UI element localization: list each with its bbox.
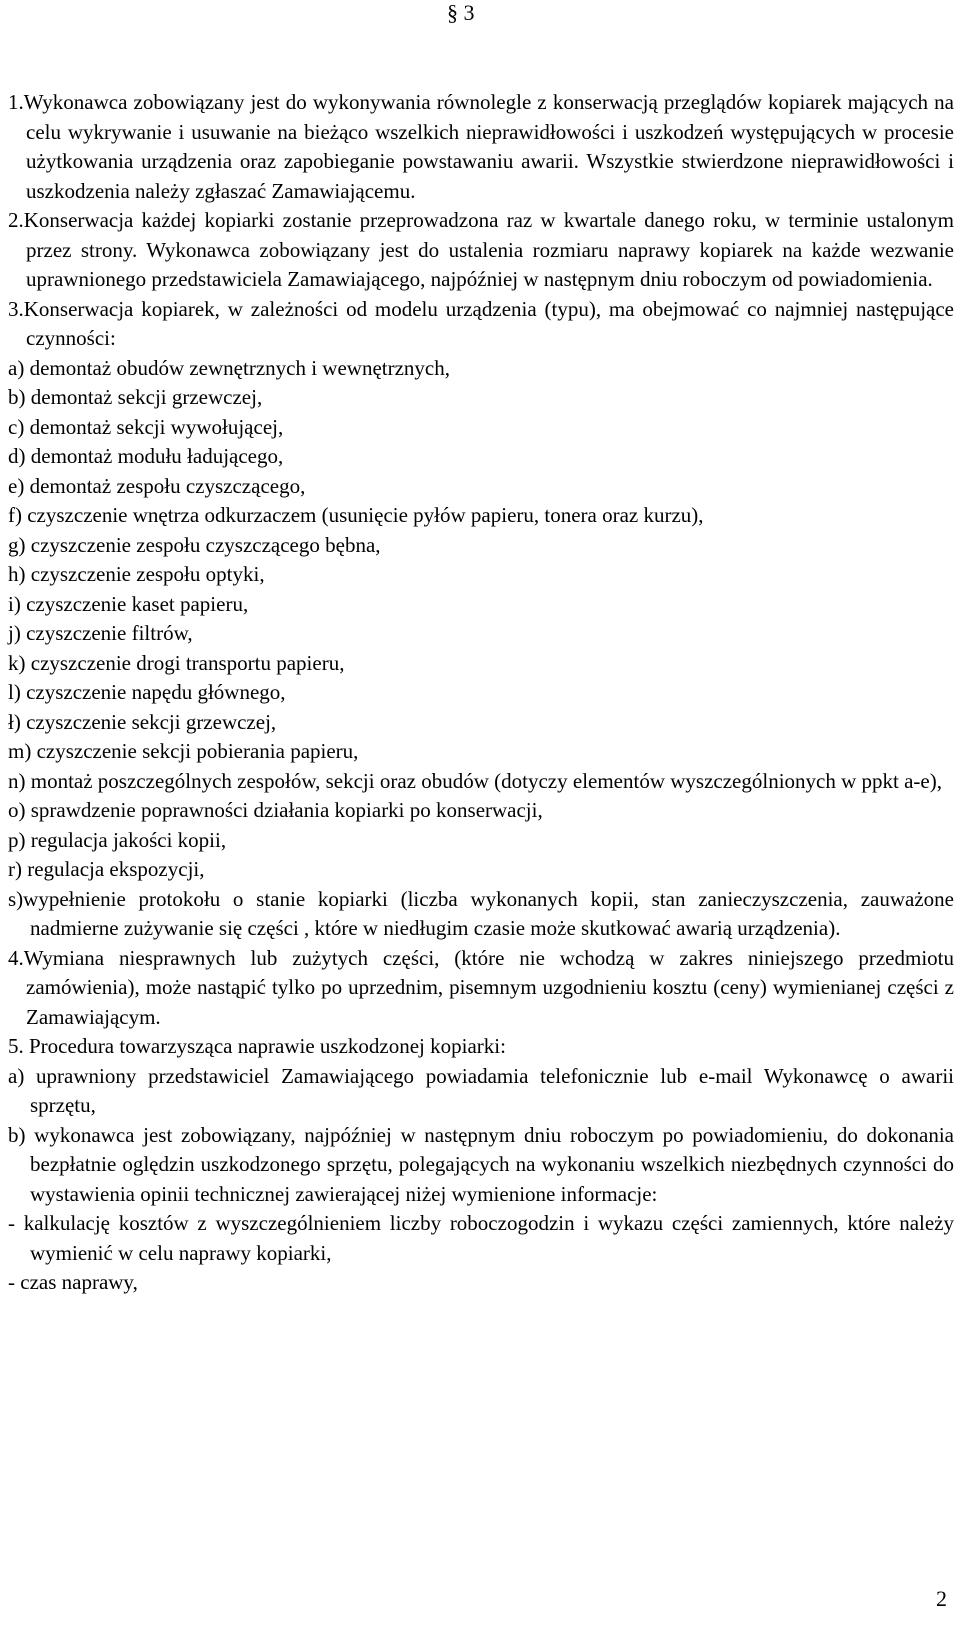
activities-list [8, 354, 954, 944]
list-item: o) sprawdzenie poprawności działania kopiarki po konserwacji, [8, 798, 543, 822]
list-item: s)wypełnienie protokołu o stanie kopiarki (liczba wykonanych kopii, stan zanieczyszczenia, zauważone nadmierne zużywanie się części , które w niedługim czasie może skutkować awarią urządzenia). [8, 886, 954, 940]
list-item: e) demontaż zespołu czyszczącego, [8, 473, 306, 498]
point-5 [8, 1032, 954, 1298]
list-item: f) czyszczenie wnętrza odkurzaczem (usunięcie pyłów papieru, tonera oraz kurzu), [8, 503, 704, 527]
dash-item: - kalkulację kosztów z wyszczególnieniem liczby roboczogodzin i wykazu części zamiennych, które należy wymienić w celu naprawy kopiarki, [8, 1211, 954, 1265]
list-item: n) montaż poszczególnych zespołów, sekcji oraz obudów (dotyczy elementów wyszczególnionych w ppkt a-e), [8, 768, 942, 793]
list-item: b) wykonawca jest zobowiązany, najpóźniej w następnym dniu roboczym po powiadomieniu, do dokonania bezpłatnie oględzin uszkodzonego sprzętu, polegających na wykonaniu wszelkich niezbędnych czynności do wystawienia opinii technicznej zawierającej niżej wymienione informacje: [8, 1122, 954, 1206]
point-4: 4.Wymiana niesprawnych lub zużytych części, (które nie wchodzą w zakres niniejszego przedmiotu zamówienia), może nastąpić tylko po uprzednim, pisemnym uzgodnieniu kosztu (ceny) wymienianej części z Zamawiającym. [8, 945, 954, 1029]
point-3: 3.Konserwacja kopiarek, w zależności od modelu urządzenia (typu), ma obejmować co najmniej następujące czynności: [8, 296, 954, 350]
list-item: p) regulacja jakości kopii, [8, 827, 227, 852]
list-item: a) uprawniony przedstawiciel Zamawiającego powiadamia telefonicznie lub e-mail Wykonawcę o awarii sprzętu, [8, 1063, 954, 1117]
list-item: r) regulacja ekspozycji, [8, 857, 205, 881]
page-number: 2 [936, 1586, 947, 1611]
point-2: 2.Konserwacja każdej kopiarki zostanie przeprowadzona raz w kwartale danego roku, w terminie ustalonym przez strony. Wykonawca zobowiązany jest do ustalenia rozmiaru naprawy kopiarek na każde wezwanie uprawnionego przedstawiciela Zamawiającego, najpóźniej w następnym dniu roboczym od powiadomienia. [8, 208, 954, 291]
list-item: h) czyszczenie zespołu optyki, [8, 562, 265, 586]
list-item: c) demontaż sekcji wywołującej, [8, 414, 284, 439]
dash-item: - czas naprawy, [8, 1270, 138, 1294]
list-item: g) czyszczenie zespołu czyszczącego bębna, [8, 532, 381, 557]
section-heading: § 3 [447, 0, 475, 25]
list-item: l) czyszczenie napędu głównego, [8, 680, 286, 704]
point-5-heading: 5. Procedura towarzysząca naprawie uszkodzonej kopiarki: [8, 1034, 506, 1058]
list-item: b) demontaż sekcji grzewczej, [8, 385, 263, 409]
list-item: k) czyszczenie drogi transportu papieru, [8, 650, 345, 675]
list-item: j) czyszczenie filtrów, [8, 621, 193, 645]
list-item: d) demontaż modułu ładującego, [8, 444, 284, 468]
list-item: i) czyszczenie kaset papieru, [8, 591, 249, 616]
list-item: a) demontaż obudów zewnętrznych i wewnętrznych, [8, 355, 450, 380]
document-body [8, 88, 954, 1298]
list-item: ł) czyszczenie sekcji grzewczej, [8, 709, 277, 734]
point-1: 1.Wykonawca zobowiązany jest do wykonywania równolegle z konserwacją przeglądów kopiarek mających na celu wykrywanie i usuwanie na bieżąco wszelkich nieprawidłowości i uszkodzeń występujących w procesie użytkowania urządzenia oraz zapobieganie powstawaniu awarii. Wszystkie stwierdzone nieprawidłowości i uszkodzenia należy zgłaszać Zamawiającemu. [8, 90, 954, 203]
list-item: m) czyszczenie sekcji pobierania papieru, [8, 739, 359, 763]
